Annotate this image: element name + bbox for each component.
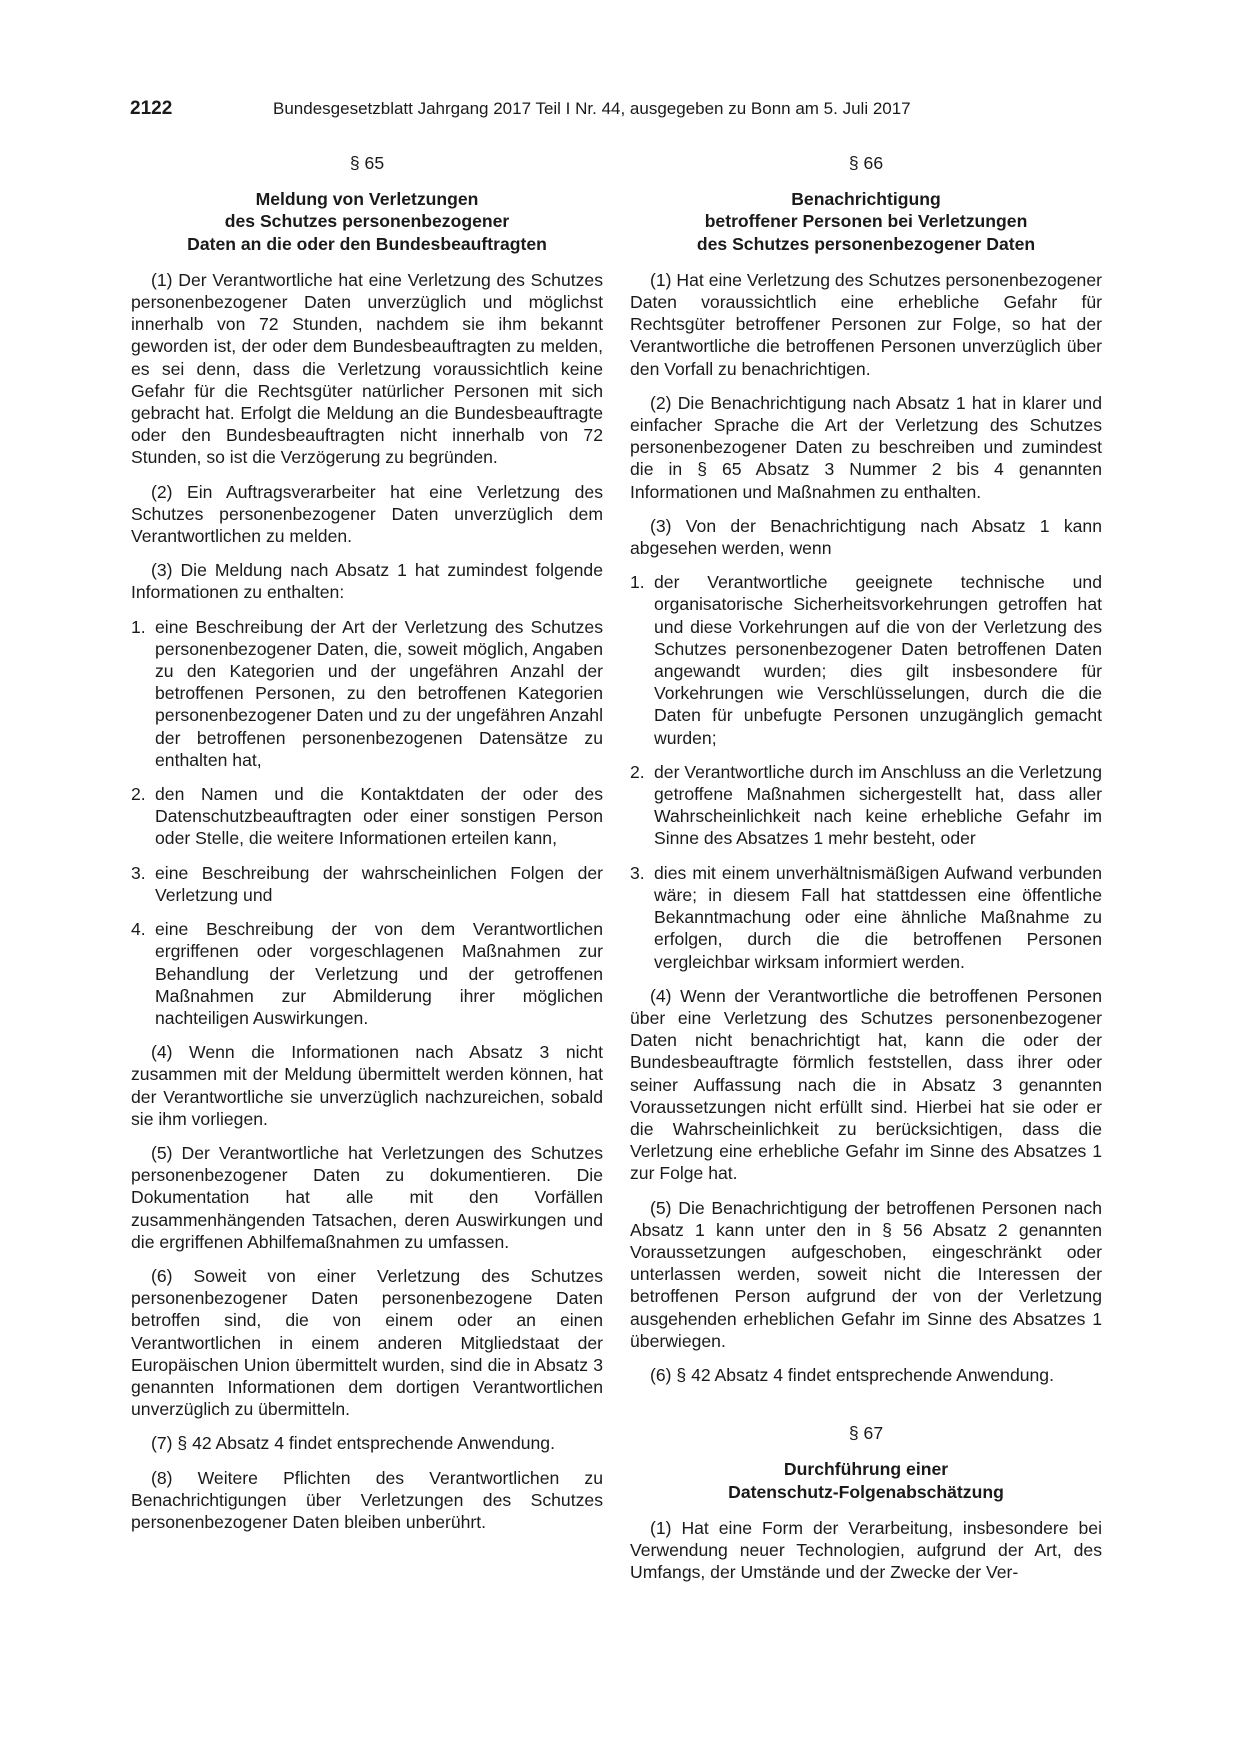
list-item-text: eine Beschreibung der von dem Verantwortlichen ergriffenen oder vorgeschlagenen Maßnahmen zur Behandlung der Verletzung und der getroffenen Maßnahmen zur Abmilderung ihrer möglichen nachteiligen Auswirkungen.: [155, 919, 603, 1028]
list-item: [630, 761, 1102, 850]
list-item-text: eine Beschreibung der Art der Verletzung des Schutzes personenbezogener Daten, die, soweit möglich, Angaben zu den Kategorien und der ungefähren Anzahl der betroffenen Personen, zu den betroffenen Kategorien personenbezogener Daten und zu der ungefähren Anzahl der betroffenen personenbezogenen Datensätze zu enthalten hat,: [155, 616, 604, 770]
running-head: Bundesgesetzblatt Jahrgang 2017 Teil I Nr. 44, ausgegeben zu Bonn am 5. Juli 2017: [273, 99, 911, 118]
list-item: [630, 571, 1102, 749]
paragraph: (4) Wenn die Informationen nach Absatz 3 nicht zusammen mit der Meldung übermittelt werden können, hat der Verantwortliche sie unverzüglich nachzureichen, sobald sie ihm vorliegen.: [131, 1042, 603, 1129]
list-item-number: 1.: [630, 572, 645, 593]
paragraph: (2) Die Benachrichtigung nach Absatz 1 hat in klarer und einfacher Sprache die Art der Verletzung des Schutzes personenbezogener Daten zu beschreiben und zumindest die in § 65 Absatz 3 Nummer 2 bis 4 genannten Informationen und Maßnahmen zu enthalten.: [630, 392, 1102, 502]
list-item-text: dies mit einem unverhältnismäßigen Aufwand verbunden wäre; in diesem Fall hat stattdessen eine öffentliche Bekanntmachung oder eine ähnliche Maßnahme zu erfolgen, durch die die betroffenen Personen vergleichbar wirksam informiert werden.: [654, 862, 1102, 972]
list-item-text: den Namen und die Kontaktdaten der oder des Datenschutzbeauftragten oder einer sonstigen Person oder Stelle, die weitere Informationen erteilen kann,: [155, 784, 603, 849]
paragraph: (6) § 42 Absatz 4 findet entsprechende Anwendung.: [650, 1364, 1054, 1385]
section-number: § 67: [848, 1423, 884, 1444]
paragraph: (3) Von der Benachrichtigung nach Absatz 1 kann abgesehen werden, wenn: [630, 515, 1102, 559]
section-title-line: Durchführung einer: [783, 1459, 949, 1480]
list-item-number: 2.: [131, 784, 146, 805]
list-item: [131, 783, 603, 850]
paragraph: (5) Die Benachrichtigung der betroffenen Personen nach Absatz 1 kann unter den in § 56 Absatz 2 genannten Voraussetzungen aufgeschoben, eingeschränkt oder unterlassen werden, soweit nicht die Interessen der betroffenen Person aufgrund der von der Verletzung ausgehenden erheblichen Gefahr im Sinne des Absatzes 1 überwiegen.: [630, 1197, 1102, 1351]
list-item: [131, 918, 603, 1029]
section-title-line: betroffener Personen bei Verletzungen: [704, 211, 1028, 232]
section-spacer: [630, 1398, 1102, 1422]
list-item-number: 3.: [630, 862, 645, 883]
left-column: [131, 152, 603, 1545]
right-column: [630, 152, 1102, 1595]
list-item-number: 1.: [131, 616, 146, 637]
list-item-number: 3.: [131, 862, 146, 883]
section-title-line: Meldung von Verletzungen: [255, 189, 479, 210]
section-title-line: Datenschutz-Folgenabschätzung: [728, 1481, 1004, 1502]
numbered-list: [131, 616, 603, 1029]
list-item-text: der Verantwortliche durch im Anschluss an die Verletzung getroffene Maßnahmen sichergestellt hat, dass aller Wahrscheinlichkeit nach keine erhebliche Gefahr im Sinne des Absatzes 1 mehr besteht, oder: [654, 761, 1102, 849]
list-item: [131, 862, 603, 906]
section-title: [630, 188, 1102, 255]
list-item-number: 4.: [131, 919, 146, 940]
list-item-number: 2.: [630, 761, 645, 782]
page-number: 2122: [130, 98, 173, 119]
paragraph: (1) Hat eine Verletzung des Schutzes personenbezogener Daten voraussichtlich eine erhebliche Gefahr für Rechtsgüter betroffener Personen zur Folge, so hat der Verantwortliche die betroffenen Personen unverzüglich über den Vorfall zu benachrichtigen.: [630, 269, 1102, 379]
paragraph: (1) Hat eine Form der Verarbeitung, insbesondere bei Verwendung neuer Technologien, aufgrund der Art, des Umfangs, der Umstände und der Zwecke der Ver-: [630, 1517, 1102, 1583]
section-title-line: des Schutzes personenbezogener Daten: [696, 233, 1036, 254]
paragraph: (6) Soweit von einer Verletzung des Schutzes personenbezogener Daten personenbezogene Daten betroffen sind, die von einem oder an einen Verantwortlichen in einem anderen Mitgliedstaat der Europäischen Union übermittelt wurden, sind die in Absatz 3 genannten Informationen dem dortigen Verantwortlichen unverzüglich zu übermitteln.: [131, 1265, 603, 1420]
section-number: § 66: [848, 153, 884, 173]
section-number: § 65: [349, 153, 385, 173]
list-item-text: eine Beschreibung der wahrscheinlichen Folgen der Verletzung und: [155, 862, 603, 905]
section-title-line: Daten an die oder den Bundesbeauftragten: [187, 233, 547, 254]
paragraph: (2) Ein Auftragsverarbeiter hat eine Verletzung des Schutzes personenbezogener Daten unverzüglich dem Verantwortlichen zu melden.: [131, 481, 603, 547]
section-title: [630, 1458, 1102, 1502]
list-item: [630, 862, 1102, 973]
numbered-list: [630, 571, 1102, 972]
paragraph: (1) Der Verantwortliche hat eine Verletzung des Schutzes personenbezogener Daten unverzüglich und möglichst innerhalb von 72 Stunden, nachdem sie ihm bekannt geworden ist, der oder dem Bundesbeauftragten zu melden, es sei denn, dass die Verletzung voraussichtlich keine Gefahr für die Rechtsgüter natürlicher Personen mit sich gebracht hat. Erfolgt die Meldung an die Bundesbeauftragte oder den Bundesbeauftragten nicht innerhalb von 72 Stunden, so ist die Verzögerung zu begründen.: [131, 269, 603, 468]
section-title: [131, 188, 603, 255]
paragraph: (5) Der Verantwortliche hat Verletzungen des Schutzes personenbezogener Daten zu dokumentieren. Die Dokumentation hat alle mit den Vorfällen zusammenhängenden Tatsachen, deren Auswirkungen und die ergriffenen Abhilfemaßnahmen zu umfassen.: [131, 1142, 603, 1252]
list-item: [131, 616, 603, 771]
list-item-text: der Verantwortliche geeignete technische und organisatorische Sicherheitsvorkehrungen getroffen hat und diese Vorkehrungen auf die von der Verletzung des Schutzes personenbezogener Daten betroffenen Daten angewandt wurden; dies gilt insbesondere für Vorkehrungen wie Verschlüsselungen, durch die die Daten für unbefugte Personen unzugänglich gemacht wurden;: [654, 572, 1102, 748]
section-title-line: Benachrichtigung: [791, 189, 941, 210]
page-header: [130, 98, 1106, 124]
section-title-line: des Schutzes personenbezogener: [224, 211, 510, 232]
paragraph: (7) § 42 Absatz 4 findet entsprechende Anwendung.: [151, 1433, 555, 1454]
paragraph: (3) Die Meldung nach Absatz 1 hat zumindest folgende Informationen zu enthalten:: [131, 560, 603, 603]
paragraph: (8) Weitere Pflichten des Verantwortlichen zu Benachrichtigungen über Verletzungen des Schutzes personenbezogener Daten bleiben unberührt.: [131, 1467, 603, 1532]
paragraph: (4) Wenn der Verantwortliche die betroffenen Personen über eine Verletzung des Schutzes personenbezogener Daten nicht benachrichtigt hat, kann die oder der Bundesbeauftragte förmlich feststellen, dass ihrer oder seiner Auffassung nach die in Absatz 3 genannten Voraussetzungen nicht erfüllt sind. Hierbei hat sie oder er die Wahrscheinlichkeit zu berücksichtigen, dass die Verletzung eine erhebliche Gefahr im Sinne des Absatzes 1 zur Folge hat.: [630, 985, 1102, 1184]
